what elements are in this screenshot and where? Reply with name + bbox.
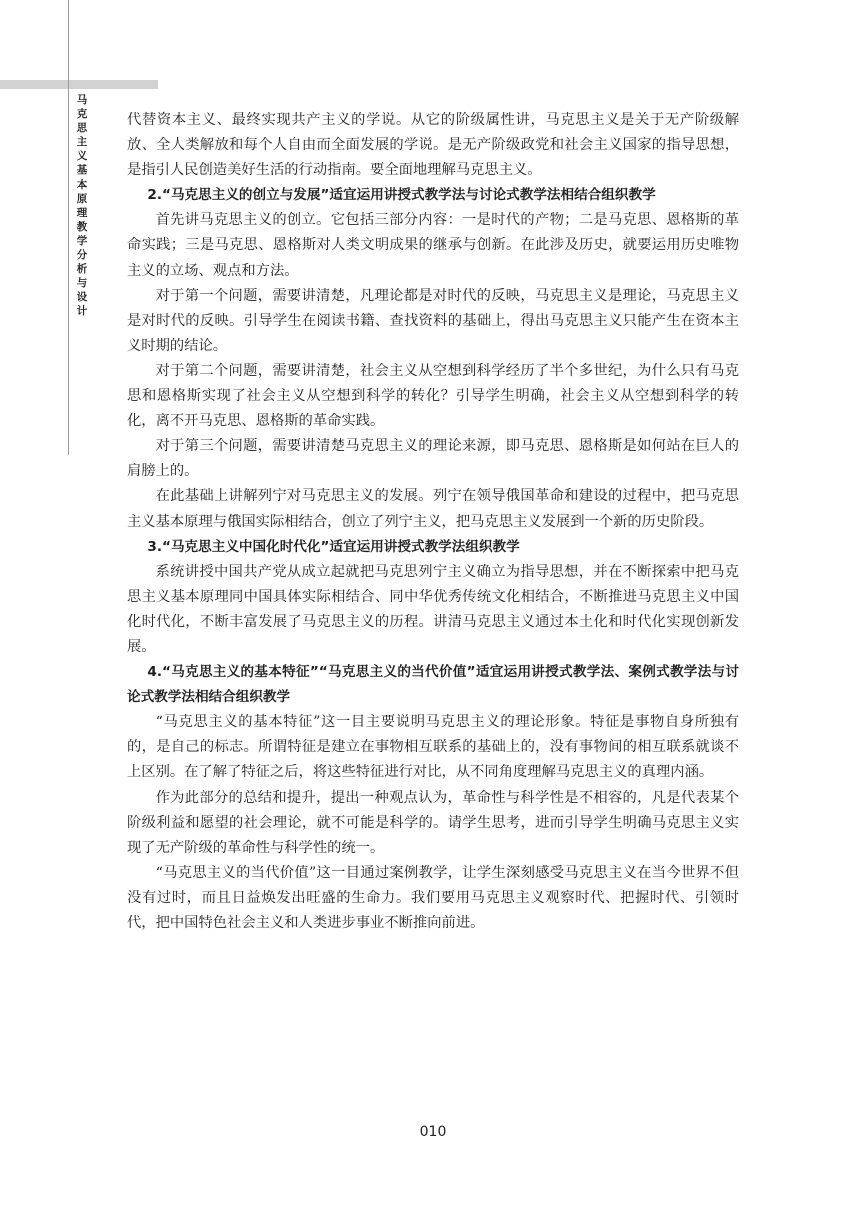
body-text: [127, 108, 739, 936]
section-heading: 3.“马克思主义中国化时代化”适宜运用讲授式教学法组织教学: [147, 538, 520, 555]
paragraph: 对于第三个问题，需要讲清楚马克思主义的理论来源，即马克思、恩格斯是如何站在巨人的肩膀上的。: [127, 438, 739, 480]
section-heading: 4.“马克思主义的基本特征”“马克思主义的当代价值”适宜运用讲授式教学法、案例式教学法与讨论式教学法相结合组织教学: [127, 664, 739, 706]
paragraph: “马克思主义的当代价值”这一目通过案例教学，让学生深刻感受马克思主义在当今世界不但没有过时，而且日益焕发出旺盛的生命力。我们要用马克思主义观察时代、把握时代、引领时代，把中国特色社会主义和人类进步事业不断推向前进。: [127, 864, 739, 931]
paragraph: 代替资本主义、最终实现共产主义的学说。从它的阶级属性讲，马克思主义是关于无产阶级解放、全人类解放和每个人自由而全面发展的学说。是无产阶级政党和社会主义国家的指导思想，是指引人民创造美好生活的行动指南。要全面地理解马克思主义。: [127, 112, 739, 179]
paragraph: 对于第二个问题，需要讲清楚，社会主义从空想到科学经历了半个多世纪，为什么只有马克思和恩格斯实现了社会主义从空想到科学的转化？引导学生明确，社会主义从空想到科学的转化，离不开马克思、恩格斯的革命实践。: [127, 362, 739, 430]
paragraph: 在此基础上讲解列宁对马克思主义的发展。列宁在领导俄国革命和建设的过程中，把马克思主义基本原理与俄国实际相结合，创立了列宁主义，把马克思主义发展到一个新的历史阶段。: [127, 488, 739, 530]
paragraph: 系统讲授中国共产党从成立起就把马克思列宁主义确立为指导思想，并在不断探索中把马克思主义基本原理同中国具体实际相结合、同中华优秀传统文化相结合，不断推进马克思主义中国化时代化，不断丰富发展了马克思主义的历程。讲清马克思主义通过本土化和时代化实现创新发展。: [127, 563, 739, 655]
running-book-title: 马克思主义基本原理教学分析与设计: [76, 94, 88, 318]
paragraph: 对于第一个问题，需要讲清楚，凡理论都是对时代的反映，马克思主义是理论，马克思主义是对时代的反映。引导学生在阅读书籍、查找资料的基础上，得出马克思主义只能产生在资本主义时期的结论。: [127, 287, 739, 354]
section-heading: 2.“马克思主义的创立与发展”适宜运用讲授式教学法与讨论式教学法相结合组织教学: [147, 187, 656, 204]
page-number: 010: [419, 1124, 447, 1140]
paragraph: 首先讲马克思主义的创立。它包括三部分内容：一是时代的产物；二是马克思、恩格斯的革命实践；三是马克思、恩格斯对人类文明成果的继承与创新。在此涉及历史，就要运用历史唯物主义的立场、观点和方法。: [127, 212, 739, 279]
paragraph: 作为此部分的总结和提升，提出一种观点认为，革命性与科学性是不相容的，凡是代表某个阶级利益和愿望的社会理论，就不可能是科学的。请学生思考，进而引导学生明确马克思主义实现了无产阶级的革命性与科学性的统一。: [127, 789, 739, 856]
paragraph: “马克思主义的基本特征”这一目主要说明马克思主义的理论形象。特征是事物自身所独有的，是自己的标志。所谓特征是建立在事物相互联系的基础上的，没有事物间的相互联系就谈不上区别。在了解了特征之后，将这些特征进行对比，从不同角度理解马克思主义的真理内涵。: [127, 714, 739, 781]
header-decor-bar: [0, 80, 158, 89]
margin-rule: [68, 0, 69, 455]
